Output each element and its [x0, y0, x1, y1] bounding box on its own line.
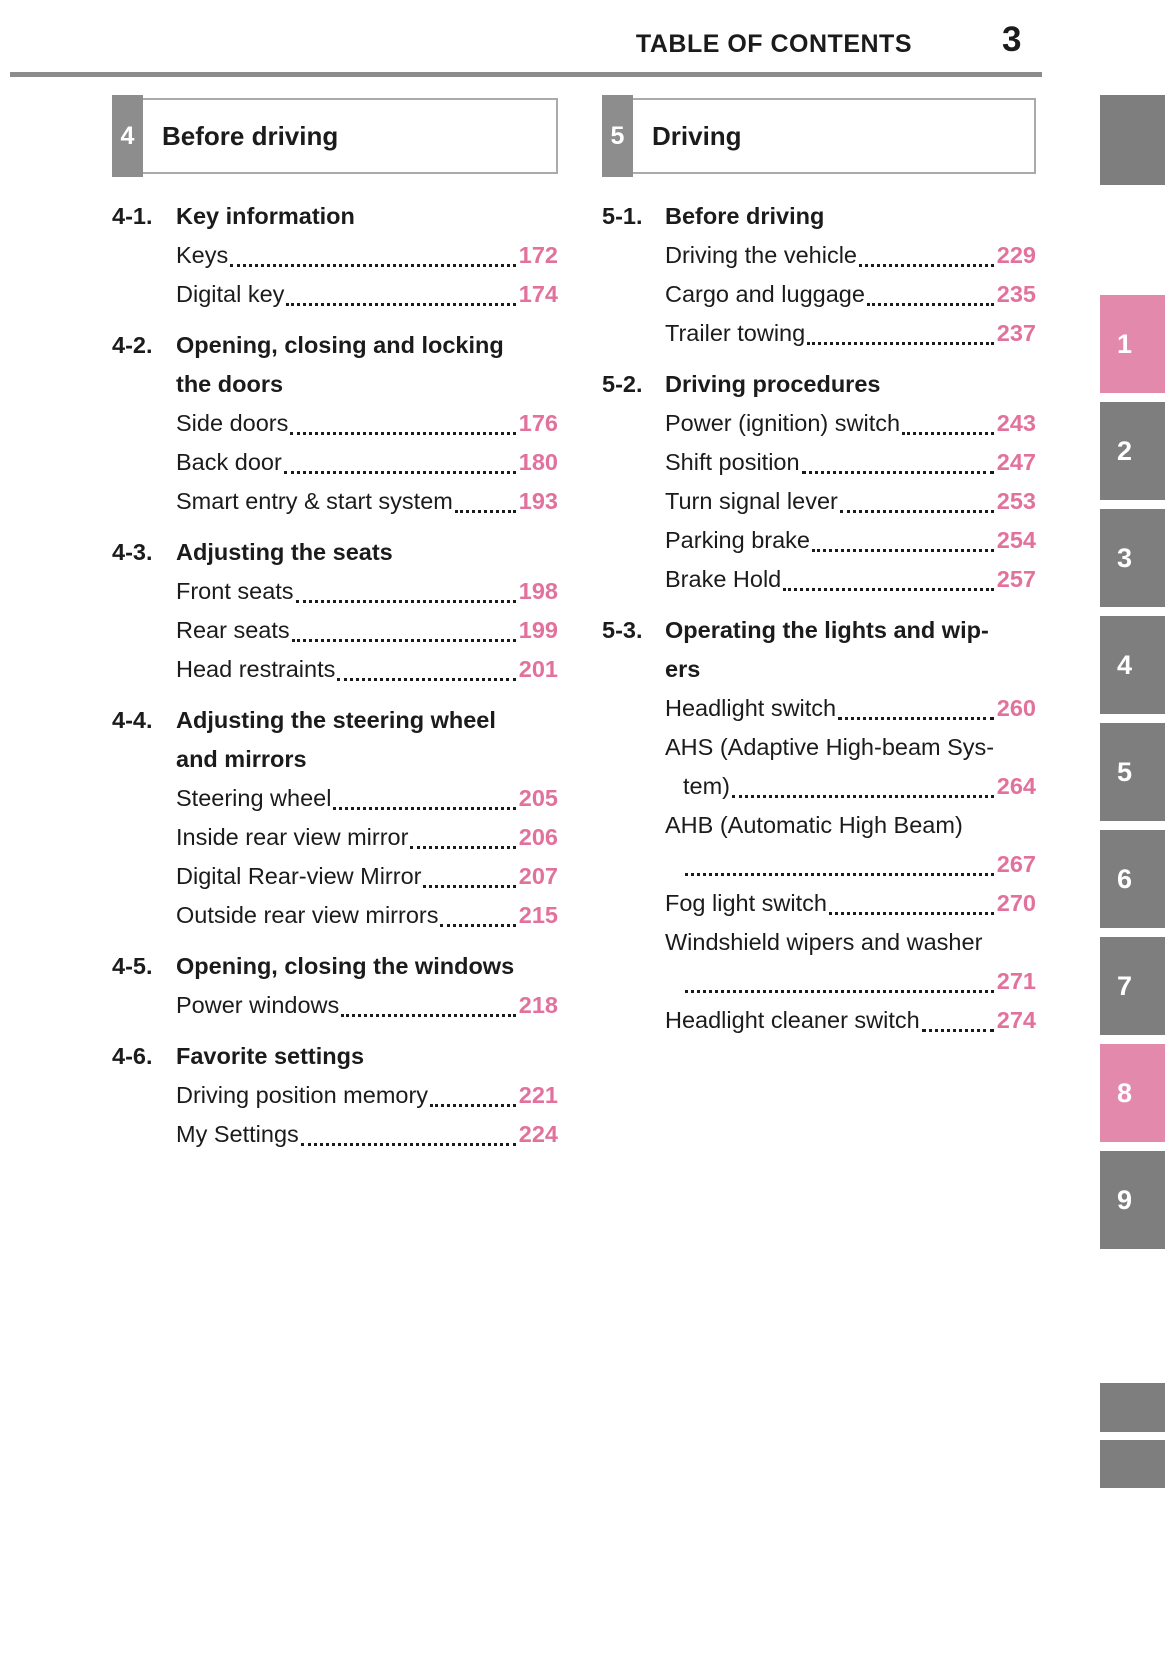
- section-entries: [112, 986, 558, 1025]
- toc-entry[interactable]: Trailer towing 237: [665, 320, 1036, 346]
- toc-section-heading: [602, 197, 1036, 236]
- toc-section-heading: [112, 197, 558, 236]
- toc-entry[interactable]: Keys 172: [176, 242, 558, 268]
- dot-leader: [337, 678, 515, 681]
- dot-leader: [341, 1014, 516, 1017]
- section-number: 5-1.: [602, 203, 643, 229]
- toc-section-heading: [112, 701, 558, 779]
- side-tab-blank-bottom-2: [1100, 1440, 1165, 1488]
- toc-entry[interactable]: Driving the vehicle 229: [665, 242, 1036, 268]
- dot-leader: [290, 432, 515, 435]
- chapter-title: Driving: [652, 120, 742, 151]
- dot-leader: [829, 912, 994, 915]
- page-title: TABLE OF CONTENTS: [635, 30, 912, 58]
- side-tab-1[interactable]: 1: [1100, 295, 1165, 393]
- toc-section-heading: [112, 947, 558, 986]
- dot-leader: [812, 549, 994, 552]
- toc-entry[interactable]: Fog light switch 270: [665, 890, 1036, 916]
- side-tab-7[interactable]: 7: [1100, 937, 1165, 1035]
- dot-leader: [292, 639, 516, 642]
- dot-leader: [296, 600, 516, 603]
- left-column: [112, 98, 558, 1154]
- section-entries: [112, 779, 558, 935]
- toc-entry[interactable]: AHB (Automatic High Beam) 267: [665, 812, 1036, 877]
- toc-entry[interactable]: Digital Rear-view Mirror 207: [176, 863, 558, 889]
- toc-entry[interactable]: Power windows 218: [176, 992, 558, 1018]
- dot-leader: [807, 342, 994, 345]
- toc-entry[interactable]: AHS (Adaptive High-beam Sys- tem) 264: [665, 734, 1036, 799]
- dot-leader: [410, 846, 515, 849]
- dot-leader: [301, 1143, 516, 1146]
- side-tab-2[interactable]: 2: [1100, 402, 1165, 500]
- section-entries: [112, 572, 558, 689]
- page-number: 3: [1002, 20, 1022, 59]
- dot-leader: [423, 885, 515, 888]
- toc-entry[interactable]: Inside rear view mirror 206: [176, 824, 558, 850]
- section-number: 4-6.: [112, 1043, 153, 1069]
- dot-leader: [286, 303, 515, 306]
- section-number: 5-2.: [602, 371, 643, 397]
- dot-leader: [867, 303, 994, 306]
- toc-entry[interactable]: Parking brake 254: [665, 527, 1036, 553]
- toc-entry[interactable]: Head restraints 201: [176, 656, 558, 682]
- toc-section-heading: [112, 1037, 558, 1076]
- section-title: Driving procedures: [665, 371, 881, 397]
- toc-entry[interactable]: Headlight switch 260: [665, 695, 1036, 721]
- dot-leader: [783, 588, 994, 591]
- side-tab-blank-bottom-1: [1100, 1383, 1165, 1432]
- side-tab-9[interactable]: 9: [1100, 1151, 1165, 1249]
- toc-entry[interactable]: Outside rear view mirrors 215: [176, 902, 558, 928]
- toc-entry[interactable]: Front seats 198: [176, 578, 558, 604]
- toc-entry[interactable]: Rear seats 199: [176, 617, 558, 643]
- dot-leader: [440, 924, 515, 927]
- section-number: 5-3.: [602, 617, 643, 643]
- toc-entry[interactable]: Shift position 247: [665, 449, 1036, 475]
- section-title: Adjusting the seats: [176, 539, 393, 565]
- section-title: Opening, closing the windows: [176, 953, 515, 979]
- dot-leader: [430, 1104, 516, 1107]
- toc-section-heading: [602, 611, 1036, 689]
- dot-leader: [685, 990, 994, 993]
- section-title: Operating the lights and wip- ers: [665, 617, 989, 682]
- dot-leader: [802, 471, 994, 474]
- dot-leader: [333, 807, 515, 810]
- chapter-number-badge: 4: [112, 95, 143, 177]
- section-title: Before driving: [665, 203, 825, 229]
- chapter-title: Before driving: [162, 120, 339, 151]
- dot-leader: [455, 510, 516, 513]
- toc-entry[interactable]: Cargo and luggage 235: [665, 281, 1036, 307]
- section-entries: [602, 236, 1036, 353]
- side-tab-4[interactable]: 4: [1100, 616, 1165, 714]
- header-rule: [10, 72, 1042, 77]
- dot-leader: [685, 873, 994, 876]
- chapter-box-before-driving[interactable]: [112, 98, 558, 174]
- section-entries: [112, 236, 558, 314]
- section-title: Favorite settings: [176, 1043, 365, 1069]
- side-tab-5[interactable]: 5: [1100, 723, 1165, 821]
- dot-leader: [284, 471, 516, 474]
- section-number: 4-2.: [112, 332, 153, 358]
- section-number: 4-1.: [112, 203, 153, 229]
- toc-entry[interactable]: Brake Hold 257: [665, 566, 1036, 592]
- toc-entry[interactable]: Digital key 174: [176, 281, 558, 307]
- toc-entry[interactable]: Windshield wipers and washer 271: [665, 929, 1036, 994]
- section-title: Opening, closing and locking the doors: [176, 332, 504, 397]
- section-entries: [112, 404, 558, 521]
- section-entries: [112, 1076, 558, 1154]
- dot-leader: [922, 1029, 994, 1032]
- chapter-box-driving[interactable]: [602, 98, 1036, 174]
- toc-entry[interactable]: Driving position memory 221: [176, 1082, 558, 1108]
- toc-section-heading: [602, 365, 1036, 404]
- side-tab-8[interactable]: 8: [1100, 1044, 1165, 1142]
- toc-entry[interactable]: Steering wheel 205: [176, 785, 558, 811]
- toc-entry[interactable]: Power (ignition) switch 243: [665, 410, 1036, 436]
- toc-entry[interactable]: Turn signal lever 253: [665, 488, 1036, 514]
- dot-leader: [859, 264, 994, 267]
- section-entries: [602, 689, 1036, 1040]
- dot-leader: [838, 717, 994, 720]
- dot-leader: [230, 264, 516, 267]
- toc-entry[interactable]: My Settings 224: [176, 1121, 558, 1147]
- dot-leader: [902, 432, 994, 435]
- toc-entry[interactable]: Back door 180: [176, 449, 558, 475]
- section-number: 4-5.: [112, 953, 153, 979]
- side-tab-3[interactable]: 3: [1100, 509, 1165, 607]
- section-number: 4-4.: [112, 707, 153, 733]
- dot-leader: [732, 795, 994, 798]
- chapter-number-badge: 5: [602, 95, 633, 177]
- toc-entry[interactable]: Headlight cleaner switch 274: [665, 1007, 1036, 1033]
- toc-section-heading: [112, 326, 558, 404]
- toc-entry[interactable]: Side doors 176: [176, 410, 558, 436]
- toc-entry[interactable]: Smart entry & start system 193: [176, 488, 558, 514]
- right-column: [602, 98, 1036, 1040]
- section-number: 4-3.: [112, 539, 153, 565]
- toc-section-heading: [112, 533, 558, 572]
- section-title: Key information: [176, 203, 355, 229]
- section-entries: [602, 404, 1036, 599]
- section-title: Adjusting the steering wheel and mirrors: [176, 707, 496, 772]
- side-tab-6[interactable]: 6: [1100, 830, 1165, 928]
- side-tab-blank-top: [1100, 95, 1165, 185]
- dot-leader: [840, 510, 994, 513]
